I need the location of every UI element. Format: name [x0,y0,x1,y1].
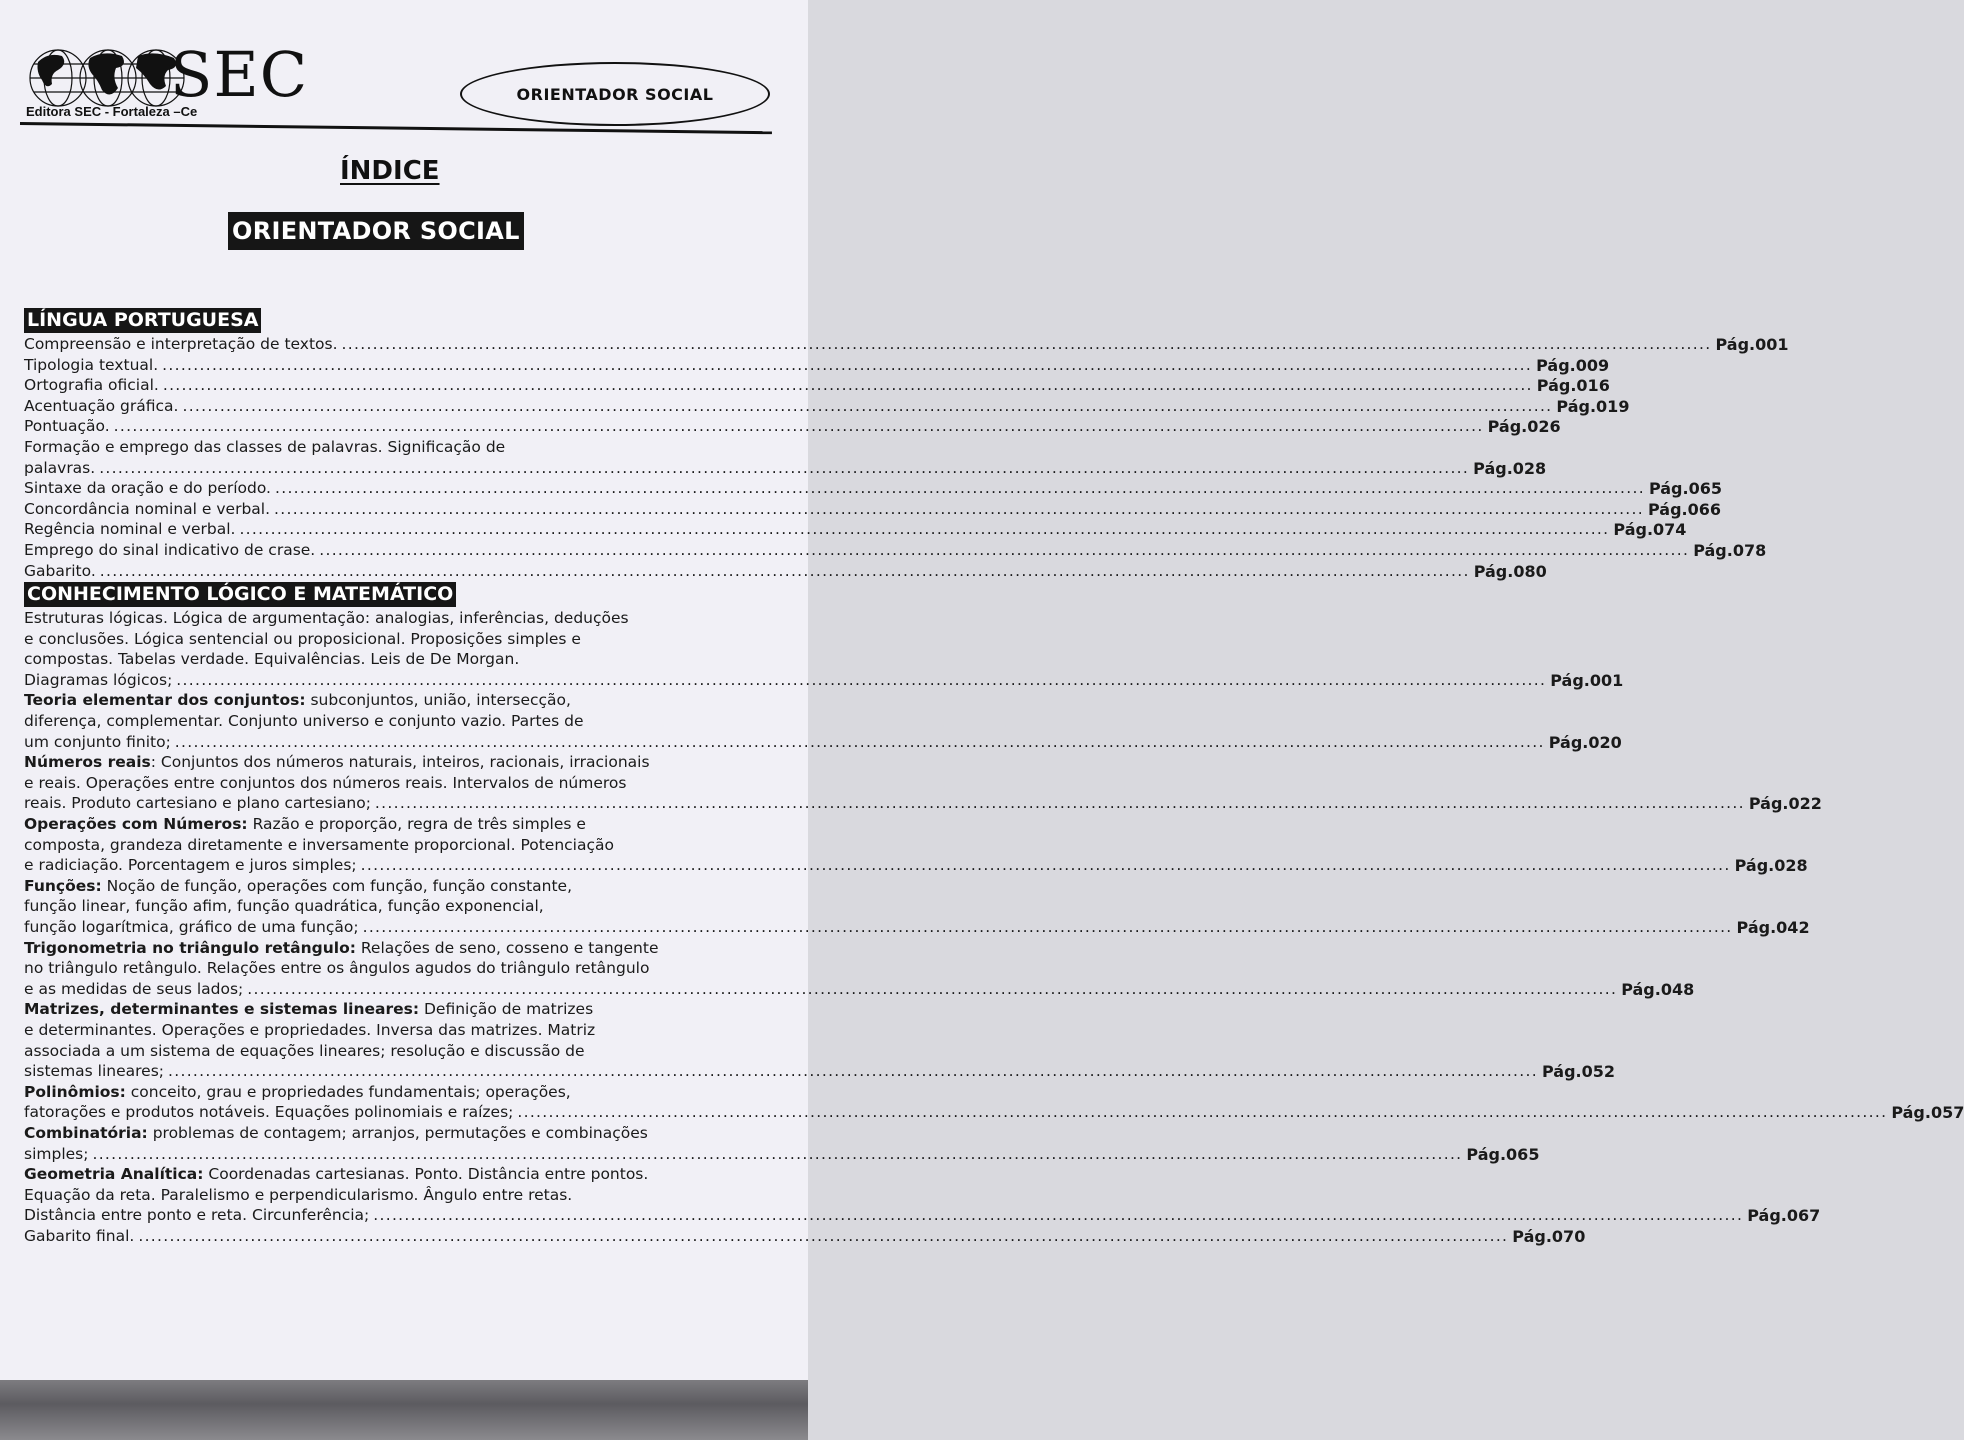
toc-entry [24,499,1722,520]
toc-entry-description: Distância entre ponto e reta. Circunferência; [24,1206,370,1225]
toc-entry [24,979,1695,1000]
dot-leader: ............................................................................................................................................................................................................................ [138,1227,1509,1245]
toc-entry-description: sistemas lineares; [24,1062,165,1081]
page-number: Pág.001 [1715,335,1789,354]
toc-entry-text [24,437,505,458]
toc-entry [24,1061,1615,1082]
dot-leader: ............................................................................................................................................................................................................................ [517,1103,1888,1122]
toc-entry-text [24,1226,134,1247]
toc-entry-text [24,1061,164,1082]
page-number: Pág.067 [1747,1206,1821,1226]
section-heading: LÍNGUA PORTUGUESA [24,308,261,333]
toc-entry-text [24,355,158,376]
page-title: ÍNDICE [340,156,440,186]
toc-entry [24,896,762,917]
toc-entry-description: Coordenadas cartesianas. Ponto. Distância entre pontos. [203,1165,649,1184]
toc-entry [24,334,1789,355]
toc-entry-topic: Operações com Números: [24,815,248,833]
toc-entry [24,793,1822,814]
toc-entry-description: subconjuntos, união, intersecção, [305,691,571,710]
toc-entry-description: palavras. [24,458,96,477]
header-badge: ORIENTADOR SOCIAL [460,62,770,126]
toc-entry [24,1185,762,1206]
toc-entry-description: Acentuação gráfica. [24,396,179,415]
toc-entry-description: Pontuação. [24,417,110,436]
dot-leader: ............................................................................................................................................................................................................................ [113,417,1484,436]
toc-entry-text [24,649,519,670]
dot-leader: ............................................................................................................................................................................................................................ [373,1206,1744,1225]
dot-leader: ............................................................................................................................................................................................................................ [247,979,1618,998]
page-number: Pág.066 [1648,499,1722,519]
toc-entry-text [24,1102,513,1123]
section-heading: CONHECIMENTO LÓGICO E MATEMÁTICO [24,582,456,607]
page-number: Pág.070 [1512,1227,1586,1246]
toc-entry-description: no triângulo retângulo. Relações entre os ângulos agudos do triângulo retângulo [24,959,650,978]
toc-entry-description: Gabarito. [24,561,96,580]
toc-entry [24,561,1547,582]
toc-entry-text [24,732,171,753]
toc-entry-text [24,999,593,1020]
toc-entry-topic: Teoria elementar dos conjuntos: [24,691,306,710]
dot-leader: ............................................................................................................................................................................................................................ [341,335,1712,353]
toc-entry-text [24,835,614,856]
toc-entry-topic: Matrizes, determinantes e sistemas lineares: [24,1000,420,1019]
toc-entry-text [24,855,357,876]
globe-logo-icon [28,44,188,112]
toc-entry-text [24,773,626,794]
page-number: Pág.020 [1548,732,1622,752]
toc-entry-description: Regência nominal e verbal. [24,520,236,539]
toc-entry-text [24,896,544,917]
toc-entry-text [24,958,649,979]
toc-entry-text [24,1020,595,1041]
page-number: Pág.078 [1693,541,1767,560]
page-number: Pág.022 [1748,794,1822,814]
toc-entry [24,876,762,897]
toc-entry [24,917,1810,938]
toc-entry [24,835,762,856]
brand-name: SEC [170,38,309,111]
toc-entry-description: Formação e emprego das classes de palavras. Significação de [24,438,506,456]
toc-entry-description: fatorações e produtos notáveis. Equações polinomiais e raízes; [24,1103,514,1122]
dot-leader: ............................................................................................................................................................................................................................ [168,1062,1538,1081]
page-number: Pág.026 [1487,417,1561,437]
toc-entry-description: associada a um sistema de equações lineares; resolução e discussão de [24,1041,585,1060]
toc-entry-description: Diagramas lógicos; [24,670,173,689]
toc-entry-text [24,375,159,396]
toc-entry [24,855,1808,876]
dot-leader: ............................................................................................................................................................................................................................ [176,670,1547,689]
toc-entry [24,958,762,979]
toc-entry-topic: Números reais [24,753,151,772]
toc-entry-text [24,1041,585,1062]
dot-leader: ............................................................................................................................................................................................................................ [360,856,1731,875]
toc-entry-description: simples; [24,1144,89,1163]
toc-entry-description: e radiciação. Porcentagem e juros simples; [24,856,357,875]
toc-entry-description: e conclusões. Lógica sentencial ou proposicional. Proposições simples e [24,629,581,648]
page-number: Pág.052 [1541,1062,1615,1082]
toc-entry-text [24,416,110,437]
page-number: Pág.019 [1556,396,1630,416]
toc-entry-description: composta, grandeza diretamente e inversamente proporcional. Potenciação [24,835,614,854]
dot-leader: ............................................................................................................................................................................................................................ [374,794,1745,813]
toc-entry-description: : Conjuntos dos números naturais, inteiros, racionais, irracionais [150,753,650,772]
toc-entry-topic: Trigonometria no triângulo retângulo: [24,938,356,957]
toc-entry-topic: Polinômios: [24,1082,126,1101]
toc-entry-text [24,711,584,732]
toc-entry-text [24,917,359,938]
page-number: Pág.065 [1466,1144,1540,1164]
page-number: Pág.074 [1613,520,1687,540]
toc-entry [24,938,762,959]
dot-leader: ............................................................................................................................................................................................................................ [162,355,1533,374]
background-surface [0,1380,808,1440]
toc-entry [24,375,1610,396]
toc-entry-description: Razão e proporção, regra de três simples e [247,815,586,833]
toc-entry-text [24,979,243,1000]
toc-entry [24,649,762,670]
toc-entry-description: Compreensão e interpretação de textos. [24,335,338,353]
toc-entry [24,629,762,650]
toc-entry-description: Definição de matrizes [419,1000,594,1019]
toc-entry-text [24,1123,648,1144]
toc-entry-description: Tipologia textual. [24,355,159,374]
toc-entry-text [24,561,96,582]
toc-entry [24,670,1624,691]
toc-entry-description: Relações de seno, cosseno e tangente [355,938,659,957]
page-number: Pág.001 [1550,670,1624,690]
dot-leader: ............................................................................................................................................................................................................................ [319,541,1690,559]
toc-entry [24,1144,1540,1165]
toc-entry-text [24,396,178,417]
dot-leader: ............................................................................................................................................................................................................................ [182,396,1553,415]
subtitle-banner: ORIENTADOR SOCIAL [228,212,524,250]
dot-leader: ............................................................................................................................................................................................................................ [99,458,1470,477]
toc-entry [24,458,1547,479]
toc-entry [24,752,762,773]
toc-entry-text [24,1164,648,1185]
toc-entry [24,540,1767,561]
toc-entry [24,999,762,1020]
toc-entry-description: e reais. Operações entre conjuntos dos números reais. Intervalos de números [24,773,627,792]
toc-entry-text [24,690,571,711]
dot-leader: ............................................................................................................................................................................................................................ [239,520,1610,539]
toc-entry-description: Noção de função, operações com função, função constante, [101,876,573,895]
toc-entry-topic: Combinatória: [24,1124,148,1142]
toc-entry-text [24,793,371,814]
page-number: Pág.042 [1736,918,1810,937]
toc-entry-description: Estruturas lógicas. Lógica de argumentação: analogias, inferências, deduções [24,609,629,627]
publisher-label: Editora SEC - Fortaleza –Ce [26,104,198,119]
toc-entry [24,519,1687,540]
toc-entry-description: e determinantes. Operações e propriedades. Inversa das matrizes. Matriz [24,1021,596,1039]
page-number: Pág.057 [1891,1103,1964,1123]
toc-entry [24,1082,762,1103]
dot-leader: ............................................................................................................................................................................................................................ [274,499,1644,518]
toc-entry-description: e as medidas de seus lados; [24,979,244,998]
toc-entry-description: função logarítmica, gráfico de uma função; [24,918,359,936]
dot-leader: ............................................................................................................................................................................................................................ [99,561,1470,580]
toc-entry-text [24,478,271,499]
dot-leader: ............................................................................................................................................................................................................................ [92,1144,1463,1163]
toc-entry [24,1041,762,1062]
toc-entry-text [24,458,95,479]
toc-entry [24,1205,1821,1226]
toc-entry [24,732,1622,753]
toc-entry [24,437,762,458]
toc-entry [24,1123,762,1144]
toc-entry-text [24,814,586,835]
toc-entry-text [24,629,581,650]
page-number: Pág.048 [1621,979,1695,999]
toc-entry [24,690,762,711]
toc-entry-text [24,540,315,561]
toc-entry [24,608,762,629]
toc-entry-description: diferença, complementar. Conjunto universo e conjunto vazio. Partes de [24,712,584,730]
page-number: Pág.009 [1536,355,1610,375]
toc-entry-text [24,670,172,691]
page-number: Pág.028 [1734,856,1808,876]
toc-entry-description: Sintaxe da oração e do período. [24,479,271,498]
toc-entry [24,711,762,732]
page-number: Pág.016 [1536,376,1610,396]
toc-entry-description: conceito, grau e propriedades fundamentais; operações, [125,1082,571,1101]
toc-entry [24,1102,1964,1123]
toc-entry-text [24,519,235,540]
toc-entry-text [24,876,572,897]
toc-entry-description: Equação da reta. Paralelismo e perpendicularismo. Ângulo entre retas. [24,1185,573,1204]
toc-entry-description: Emprego do sinal indicativo de crase. [24,541,316,559]
toc-entry-text [24,752,650,773]
toc-entry [24,416,1561,437]
dot-leader: ............................................................................................................................................................................................................................ [274,479,1645,498]
toc-entry-text [24,1185,572,1206]
toc-entry-text [24,1205,369,1226]
toc-entry-description: Gabarito final. [24,1227,135,1245]
toc-entry [24,814,762,835]
toc-entry-text [24,938,658,959]
toc-entry-topic: Geometria Analítica: [24,1165,204,1184]
toc-entry-text [24,608,629,629]
toc-entry-description: reais. Produto cartesiano e plano cartesiano; [24,794,371,813]
toc-entry-text [24,334,338,355]
toc-entry-text [24,1082,571,1103]
toc-entry-text [24,1144,88,1165]
toc-entry-description: Concordância nominal e verbal. [24,499,271,518]
toc-entry-topic: Funções: [24,876,102,895]
dot-leader: ............................................................................................................................................................................................................................ [362,918,1733,936]
toc-entry-description: um conjunto finito; [24,732,171,751]
dot-leader: ............................................................................................................................................................................................................................ [174,732,1545,751]
page-number: Pág.080 [1473,561,1547,581]
toc-entry [24,1164,762,1185]
page-number: Pág.065 [1648,479,1722,499]
toc-entry [24,1226,1586,1247]
toc-entry [24,355,1610,376]
toc-entry-description: Ortografia oficial. [24,376,159,395]
toc-entry [24,773,762,794]
page-number: Pág.028 [1473,458,1547,478]
toc-entry [24,478,1722,499]
toc-entry-description: função linear, função afim, função quadrática, função exponencial, [24,897,544,916]
toc-entry [24,1020,762,1041]
toc-entry-description: compostas. Tabelas verdade. Equivalências. Leis de De Morgan. [24,650,520,669]
toc-entry-text [24,499,270,520]
toc-entry-description: problemas de contagem; arranjos, permutações e combinações [147,1124,648,1142]
toc-entry [24,396,1630,417]
dot-leader: ............................................................................................................................................................................................................................ [162,376,1533,395]
